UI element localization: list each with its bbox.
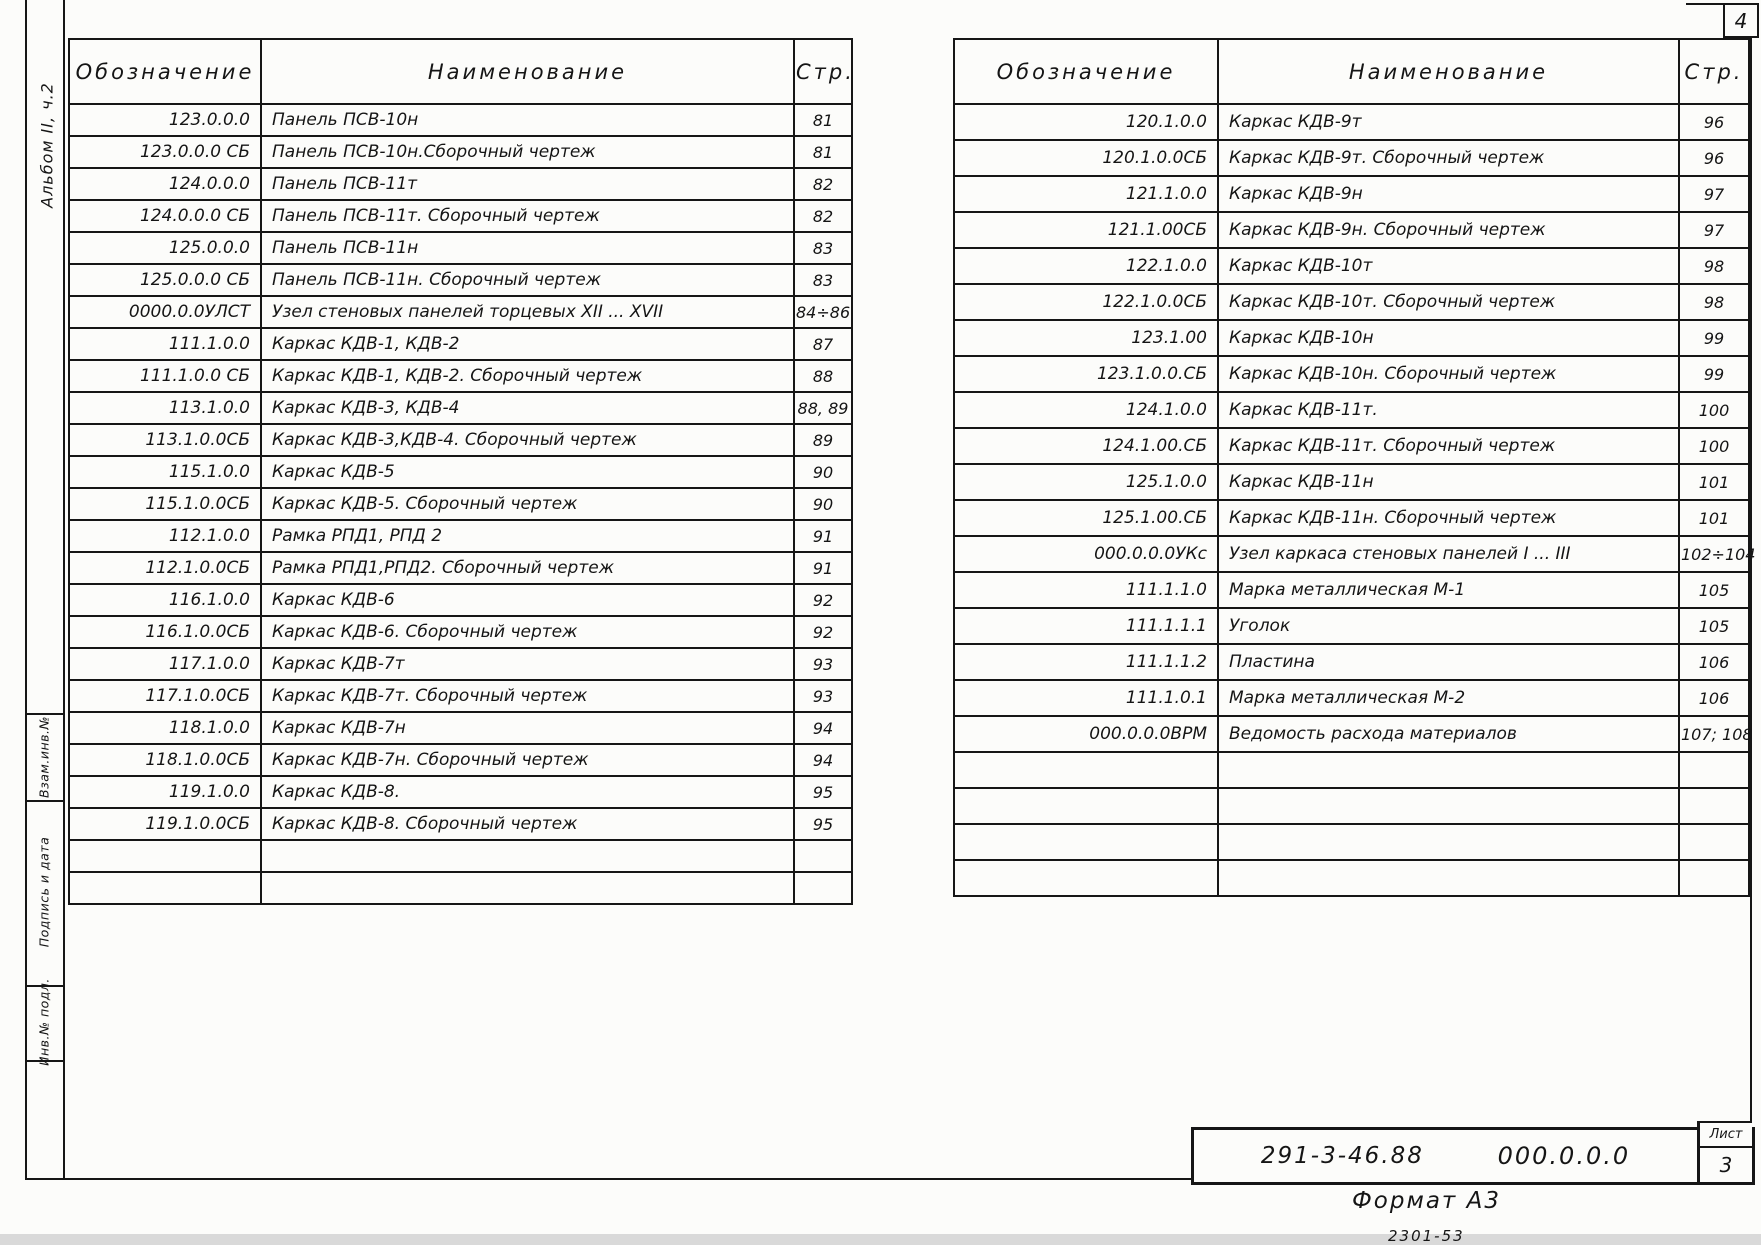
table-row (69, 200, 852, 232)
name-cell (1218, 788, 1679, 824)
page-cell: 81 (794, 136, 852, 168)
name-cell: Каркас КДВ-6 (261, 584, 794, 616)
table-row (69, 424, 852, 456)
table-row (954, 752, 1749, 788)
page-cell: 99 (1679, 320, 1749, 356)
name-cell: Каркас КДВ-9н. Сборочный чертеж (1218, 212, 1679, 248)
designation-cell: 116.1.0.0СБ (69, 616, 261, 648)
designation-cell (69, 872, 261, 904)
corner-leader-line (1686, 3, 1723, 5)
format-note: Формат А3 (1352, 1188, 1501, 1214)
designation-cell: 124.1.0.0 (954, 392, 1218, 428)
table-row (954, 284, 1749, 320)
table-row (69, 136, 852, 168)
table-row (954, 356, 1749, 392)
page-cell (1679, 860, 1749, 896)
designation-cell: 123.1.0.0.СБ (954, 356, 1218, 392)
page-cell: 100 (1679, 428, 1749, 464)
table-row (69, 296, 852, 328)
toc-header-row (954, 39, 1749, 104)
designation-cell: 123.1.00 (954, 320, 1218, 356)
page-cell: 82 (794, 168, 852, 200)
stamp-podpis-data: Подпись и дата (36, 836, 52, 948)
title-block (1191, 1127, 1755, 1185)
page-cell: 89 (794, 424, 852, 456)
designation-cell: 113.1.0.0 (69, 392, 261, 424)
page-cell: 90 (794, 456, 852, 488)
table-row (954, 536, 1749, 572)
name-cell: Каркас КДВ-10н (1218, 320, 1679, 356)
name-cell: Каркас КДВ-1, КДВ-2. Сборочный чертеж (261, 360, 794, 392)
name-cell: Уголок (1218, 608, 1679, 644)
designation-cell: 115.1.0.0 (69, 456, 261, 488)
name-cell: Марка металлическая М-2 (1218, 680, 1679, 716)
name-cell (261, 840, 794, 872)
table-row (954, 572, 1749, 608)
name-cell: Панель ПСВ-11н (261, 232, 794, 264)
page-cell: 92 (794, 616, 852, 648)
designation-header: Обозначение (69, 39, 261, 104)
name-cell: Каркас КДВ-10т (1218, 248, 1679, 284)
designation-cell: 115.1.0.0СБ (69, 488, 261, 520)
page-cell (1679, 788, 1749, 824)
page-cell: 90 (794, 488, 852, 520)
toc-header-row (69, 39, 852, 104)
table-row (69, 360, 852, 392)
page-cell: 95 (794, 808, 852, 840)
name-cell: Каркас КДВ-7т. Сборочный чертеж (261, 680, 794, 712)
frame-bottom-line (25, 1178, 1193, 1180)
name-cell: Каркас КДВ-9т (1218, 104, 1679, 140)
designation-cell: 111.1.1.0 (954, 572, 1218, 608)
designation-cell: 120.1.0.0СБ (954, 140, 1218, 176)
name-cell: Пластина (1218, 644, 1679, 680)
designation-cell: 123.0.0.0 СБ (69, 136, 261, 168)
designation-cell: 123.0.0.0 (69, 104, 261, 136)
designation-cell: 118.1.0.0 (69, 712, 261, 744)
designation-cell: 0000.0.0УЛСТ (69, 296, 261, 328)
name-cell (1218, 860, 1679, 896)
name-cell: Панель ПСВ-11т (261, 168, 794, 200)
stamp-inv-podl: Инв.№ подл. (36, 978, 52, 1066)
designation-cell: 111.1.0.0 (69, 328, 261, 360)
name-cell (1218, 752, 1679, 788)
name-cell: Панель ПСВ-11н. Сборочный чертеж (261, 264, 794, 296)
name-cell: Узел каркаса стеновых панелей I ... III (1218, 536, 1679, 572)
frame-left-outer-line (25, 0, 27, 1180)
designation-cell: 125.0.0.0 СБ (69, 264, 261, 296)
name-cell: Панель ПСВ-10н (261, 104, 794, 136)
clipped-footer-text: 2301-53 (1388, 1227, 1465, 1245)
name-cell: Каркас КДВ-9т. Сборочный чертеж (1218, 140, 1679, 176)
album-side-label: Альбом II, ч.2 (37, 82, 57, 208)
designation-cell: 113.1.0.0СБ (69, 424, 261, 456)
table-row (69, 264, 852, 296)
name-cell: Марка металлическая М-1 (1218, 572, 1679, 608)
designation-cell: 121.1.00СБ (954, 212, 1218, 248)
table-row (954, 212, 1749, 248)
designation-cell: 112.1.0.0СБ (69, 552, 261, 584)
table-row (69, 584, 852, 616)
designation-cell: 119.1.0.0 (69, 776, 261, 808)
page-cell: 94 (794, 744, 852, 776)
stamp-vzam-inv: Взам.инв.№ (36, 716, 52, 798)
table-row (954, 860, 1749, 896)
designation-cell: 111.1.0.1 (954, 680, 1218, 716)
page-cell: 83 (794, 264, 852, 296)
sheet-label: Лист (1700, 1123, 1752, 1148)
corner-page-number-box (1723, 3, 1759, 38)
designation-cell: 120.1.0.0 (954, 104, 1218, 140)
table-row (69, 328, 852, 360)
corner-page-number: 4 (1734, 8, 1748, 33)
table-row (954, 104, 1749, 140)
page-cell: 87 (794, 328, 852, 360)
designation-cell: 111.1.1.2 (954, 644, 1218, 680)
name-cell (1218, 824, 1679, 860)
page-cell: 99 (1679, 356, 1749, 392)
name-cell: Каркас КДВ-1, КДВ-2 (261, 328, 794, 360)
name-cell: Узел стеновых панелей торцевых XII ... XVII (261, 296, 794, 328)
page-cell: 101 (1679, 500, 1749, 536)
page-cell: 105 (1679, 608, 1749, 644)
name-cell: Каркас КДВ-10н. Сборочный чертеж (1218, 356, 1679, 392)
designation-cell: 122.1.0.0 (954, 248, 1218, 284)
designation-cell (954, 788, 1218, 824)
designation-cell: 111.1.0.0 СБ (69, 360, 261, 392)
page-cell: 81 (794, 104, 852, 136)
table-row (69, 168, 852, 200)
designation-cell: 112.1.0.0 (69, 520, 261, 552)
name-cell: Каркас КДВ-8. (261, 776, 794, 808)
table-row (954, 320, 1749, 356)
designation-cell: 116.1.0.0 (69, 584, 261, 616)
page-cell: 98 (1679, 248, 1749, 284)
name-cell: Каркас КДВ-5. Сборочный чертеж (261, 488, 794, 520)
page-cell: 88 (794, 360, 852, 392)
sheet-number: 3 (1719, 1153, 1733, 1177)
name-cell: Каркас КДВ-11т. (1218, 392, 1679, 428)
designation-cell: 125.0.0.0 (69, 232, 261, 264)
designation-cell: 124.1.00.СБ (954, 428, 1218, 464)
designation-cell: 117.1.0.0СБ (69, 680, 261, 712)
page-cell: 95 (794, 776, 852, 808)
page-cell: 91 (794, 520, 852, 552)
name-cell: Каркас КДВ-11н (1218, 464, 1679, 500)
table-row (954, 428, 1749, 464)
table-row (69, 648, 852, 680)
name-cell: Каркас КДВ-3,КДВ-4. Сборочный чертеж (261, 424, 794, 456)
table-row (69, 808, 852, 840)
page-cell: 84÷86 (794, 296, 852, 328)
designation-cell: 122.1.0.0СБ (954, 284, 1218, 320)
page-cell: 97 (1679, 176, 1749, 212)
designation-cell: 124.0.0.0 (69, 168, 261, 200)
page-cell: 92 (794, 584, 852, 616)
table-row (69, 392, 852, 424)
name-cell: Панель ПСВ-10н.Сборочный чертеж (261, 136, 794, 168)
designation-cell (954, 752, 1218, 788)
designation-cell (954, 860, 1218, 896)
designation-cell: 125.1.0.0 (954, 464, 1218, 500)
document-code: 291-3-46.88 (1260, 1143, 1424, 1169)
table-row (954, 608, 1749, 644)
name-cell: Каркас КДВ-10т. Сборочный чертеж (1218, 284, 1679, 320)
table-row (954, 644, 1749, 680)
table-row (69, 520, 852, 552)
name-cell: Каркас КДВ-11т. Сборочный чертеж (1218, 428, 1679, 464)
page-cell: 102÷104 (1679, 536, 1749, 572)
name-cell: Панель ПСВ-11т. Сборочный чертеж (261, 200, 794, 232)
table-row (69, 840, 852, 872)
designation-cell: 124.0.0.0 СБ (69, 200, 261, 232)
table-row (954, 716, 1749, 752)
page-cell (1679, 824, 1749, 860)
table-row (69, 712, 852, 744)
name-cell: Каркас КДВ-7н. Сборочный чертеж (261, 744, 794, 776)
designation-cell: 118.1.0.0СБ (69, 744, 261, 776)
table-row (69, 552, 852, 584)
page-cell (794, 872, 852, 904)
page-cell: 107; 108 (1679, 716, 1749, 752)
table-row (954, 248, 1749, 284)
designation-cell (69, 840, 261, 872)
table-row (954, 500, 1749, 536)
name-cell: Каркас КДВ-5 (261, 456, 794, 488)
name-header: Наименование (1218, 39, 1679, 104)
table-row (69, 872, 852, 904)
page-cell (794, 840, 852, 872)
page-header: Стр. (794, 39, 852, 104)
page-cell: 96 (1679, 104, 1749, 140)
designation-cell: 125.1.00.СБ (954, 500, 1218, 536)
page-cell: 106 (1679, 680, 1749, 716)
name-cell: Каркас КДВ-7т (261, 648, 794, 680)
page-cell (1679, 752, 1749, 788)
name-cell (261, 872, 794, 904)
name-cell: Рамка РПД1, РПД 2 (261, 520, 794, 552)
table-row (954, 464, 1749, 500)
title-block-codes (1194, 1130, 1697, 1182)
page-cell: 94 (794, 712, 852, 744)
table-row (954, 176, 1749, 212)
designation-cell: 000.0.0.0ВРМ (954, 716, 1218, 752)
table-row (69, 744, 852, 776)
name-cell: Каркас КДВ-3, КДВ-4 (261, 392, 794, 424)
page-cell: 93 (794, 680, 852, 712)
page-cell: 88, 89 (794, 392, 852, 424)
name-cell: Каркас КДВ-8. Сборочный чертеж (261, 808, 794, 840)
stamp-divider (25, 800, 65, 802)
page-cell: 100 (1679, 392, 1749, 428)
page-cell: 91 (794, 552, 852, 584)
name-cell: Каркас КДВ-9н (1218, 176, 1679, 212)
table-row (69, 232, 852, 264)
name-cell: Рамка РПД1,РПД2. Сборочный чертеж (261, 552, 794, 584)
page-cell: 96 (1679, 140, 1749, 176)
page-cell: 82 (794, 200, 852, 232)
table-row (69, 488, 852, 520)
page-header: Стр. (1679, 39, 1749, 104)
table-row (954, 788, 1749, 824)
page-cell: 98 (1679, 284, 1749, 320)
name-cell: Ведомость расхода материалов (1218, 716, 1679, 752)
designation-cell: 121.1.0.0 (954, 176, 1218, 212)
table-row (69, 104, 852, 136)
frame-left-inner-line (63, 0, 65, 1180)
page-cell: 101 (1679, 464, 1749, 500)
frame-right-line (1750, 30, 1752, 1180)
table-row (69, 776, 852, 808)
designation-header: Обозначение (954, 39, 1218, 104)
table-row (954, 392, 1749, 428)
name-cell: Каркас КДВ-6. Сборочный чертеж (261, 616, 794, 648)
table-row (69, 456, 852, 488)
stamp-divider (25, 713, 65, 715)
name-header: Наименование (261, 39, 794, 104)
page-cell: 93 (794, 648, 852, 680)
designation-cell: 119.1.0.0СБ (69, 808, 261, 840)
designation-cell: 000.0.0.0УКс (954, 536, 1218, 572)
page-cell: 97 (1679, 212, 1749, 248)
page-cell: 106 (1679, 644, 1749, 680)
page-cell: 83 (794, 232, 852, 264)
table-row (69, 680, 852, 712)
table-row (954, 680, 1749, 716)
toc-table-right (953, 38, 1756, 897)
name-cell: Каркас КДВ-11н. Сборочный чертеж (1218, 500, 1679, 536)
table-row (69, 616, 852, 648)
object-code: 000.0.0.0 (1497, 1142, 1631, 1170)
toc-table-left (68, 38, 853, 905)
name-cell: Каркас КДВ-7н (261, 712, 794, 744)
table-row (954, 140, 1749, 176)
table-row (954, 824, 1749, 860)
sheet-number-cell (1697, 1121, 1752, 1182)
designation-cell (954, 824, 1218, 860)
designation-cell: 111.1.1.1 (954, 608, 1218, 644)
page-cell: 105 (1679, 572, 1749, 608)
designation-cell: 117.1.0.0 (69, 648, 261, 680)
